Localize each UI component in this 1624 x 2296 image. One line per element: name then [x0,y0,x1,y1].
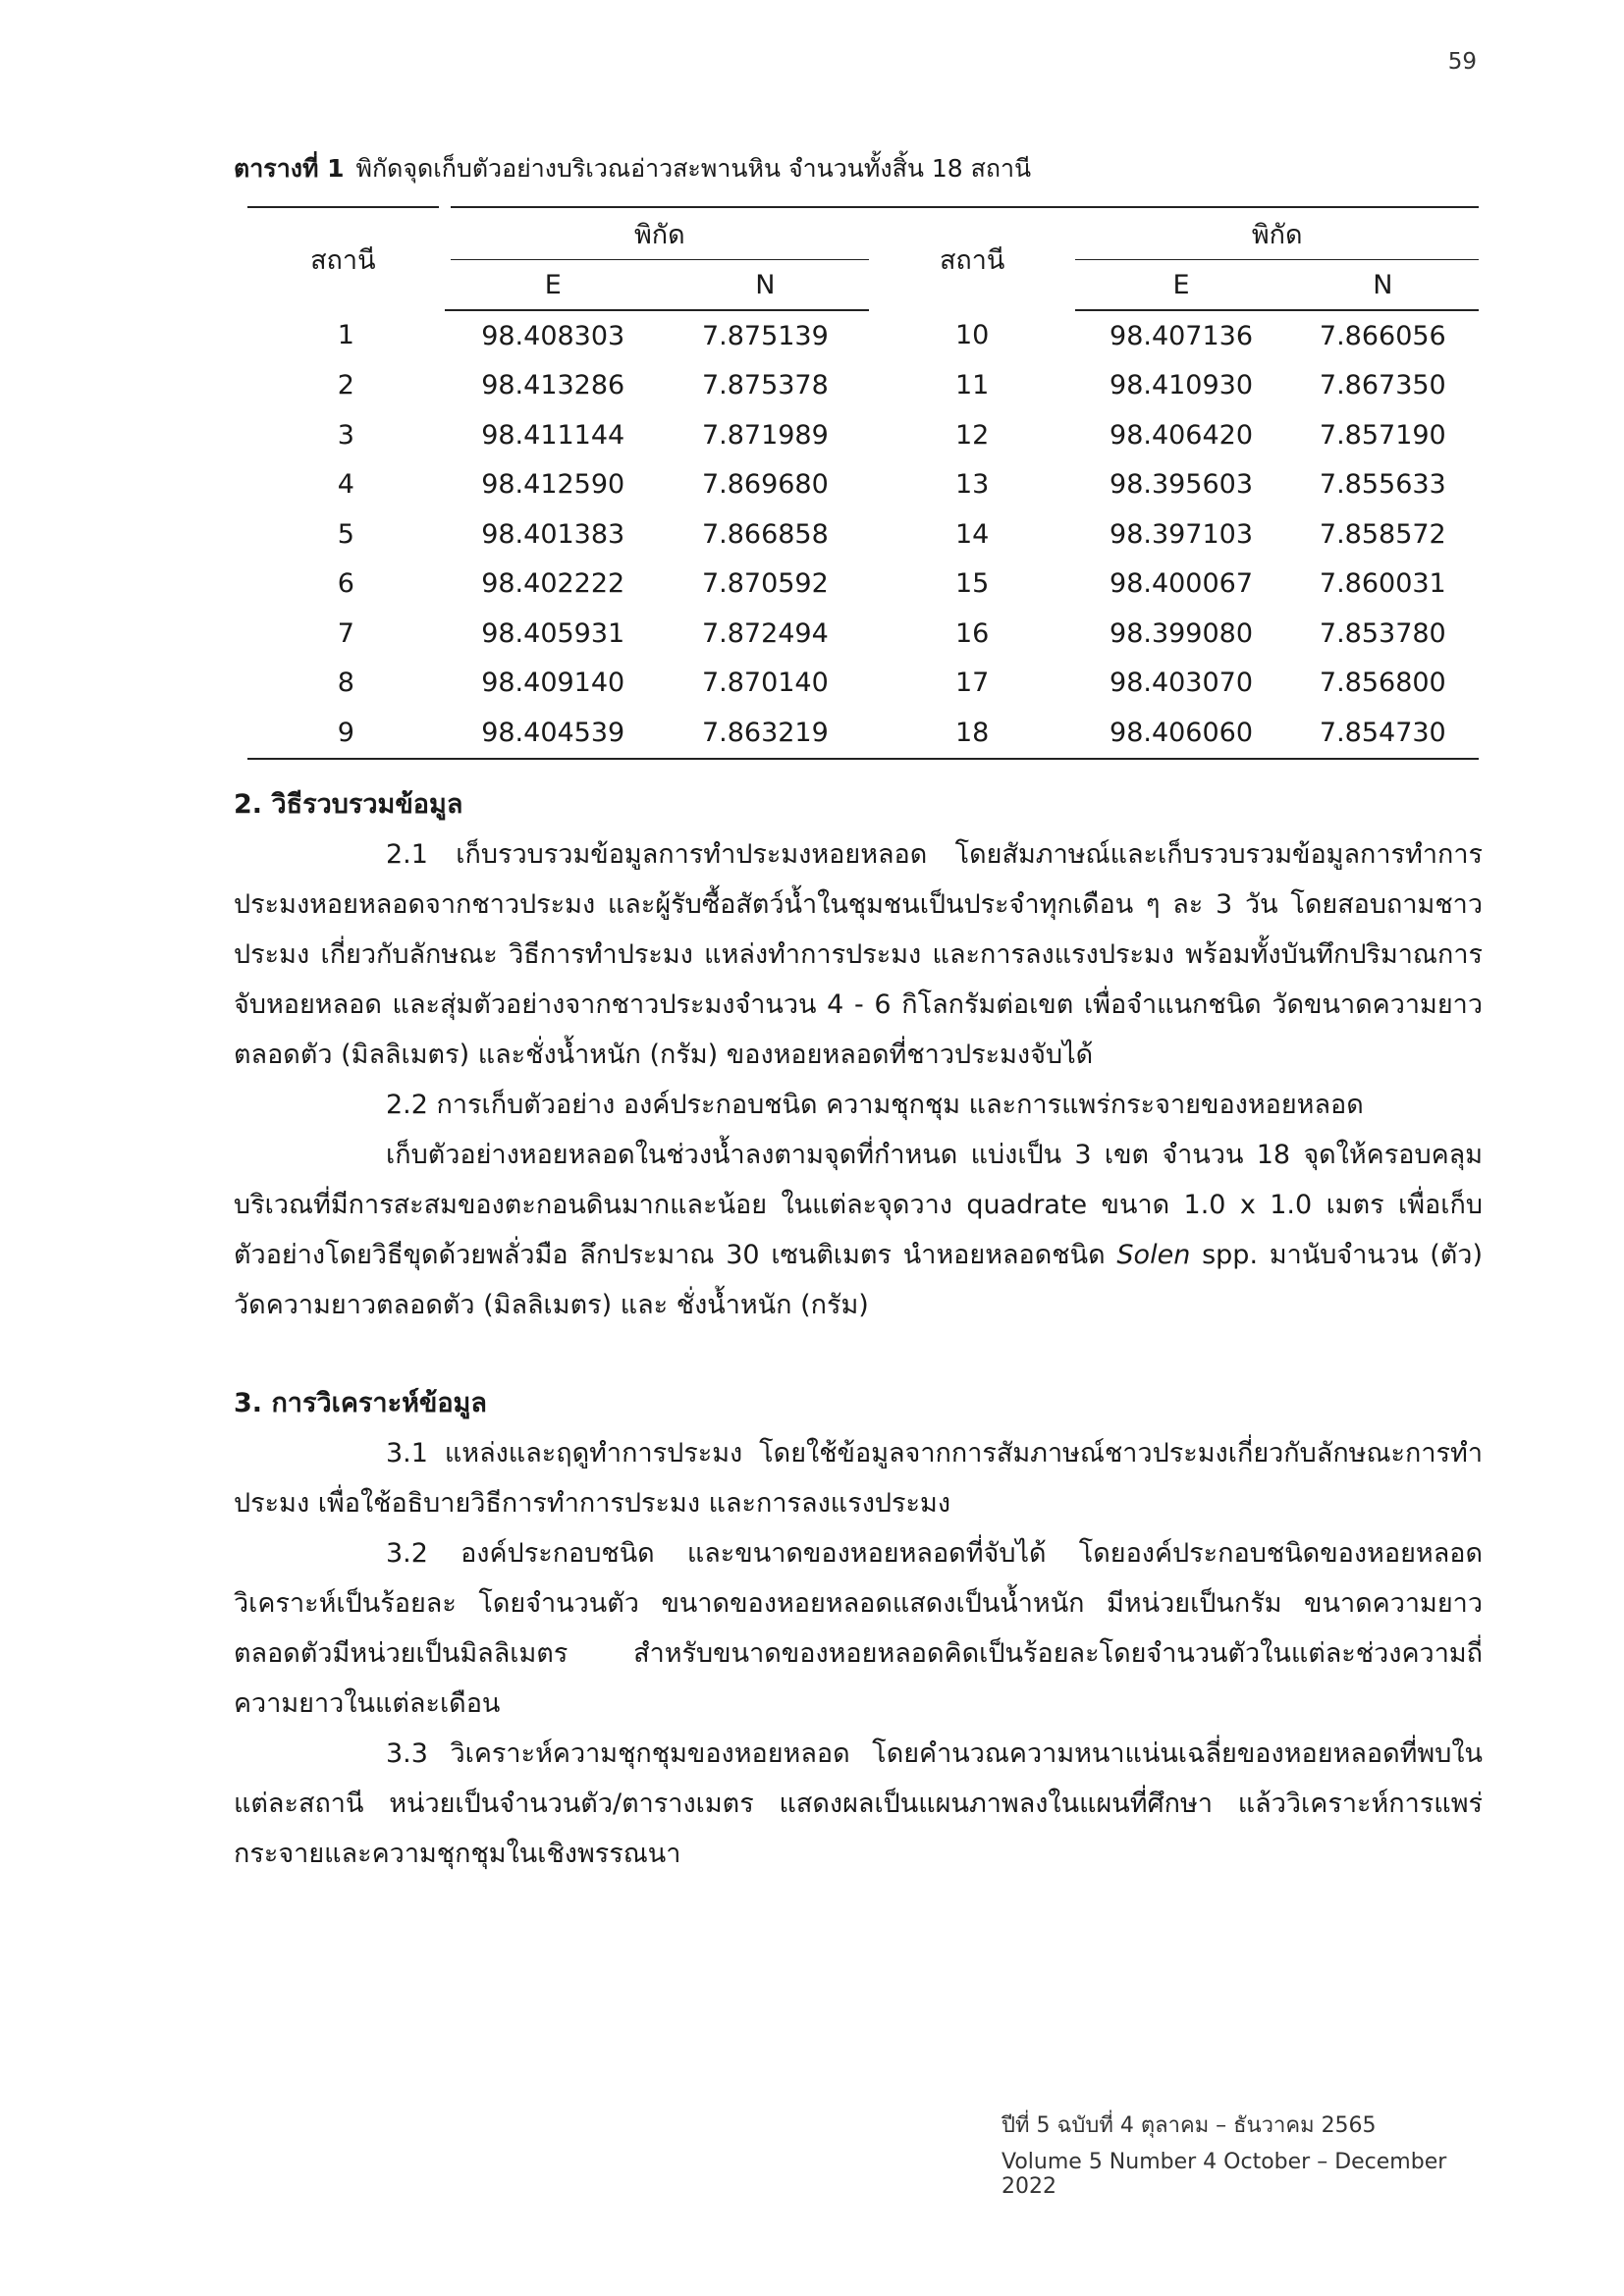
e-cell: 98.410930 [1110,370,1254,401]
table-row [247,460,1479,510]
e-cell: 98.403070 [1110,667,1254,699]
station-cell: 8 [337,667,354,699]
n-cell: 7.875139 [701,320,829,351]
header-n-right: N [1287,260,1479,311]
station-cell: 12 [954,419,990,451]
footer-issue-thai: ปีที่ 5 ฉบับที่ 4 ตุลาคม – ธันวาคม 2565 [1001,2113,1377,2138]
e-cell: 98.408303 [481,320,625,351]
paragraph-2-2-body [234,1130,1483,1330]
paragraph-3-2: 3.2 องค์ประกอบชนิด และขนาดของหอยหลอดที่จับได้ โดยองค์ประกอบชนิดของหอยหลอดวิเคราะห์เป็นร้อยละ โดยจำนวนตัว ขนาดของหอยหลอดแสดงเป็นน้ำหนัก มีหน่วยเป็นกรัม ขนาดความยาวตลอดตัวมีหน่วยเป็นมิลลิเมตร สำหรับขนาดของหอยหลอดคิดเป็นร้อยละโดยจำนวนตัวในแต่ละช่วงความถี่ความยาวในแต่ละเดือน [234,1538,1483,1719]
e-cell: 98.413286 [481,370,625,401]
e-cell: 98.399080 [1110,617,1254,649]
section-data-collection [234,779,1483,1330]
e-cell: 98.397103 [1110,518,1254,550]
e-cell: 98.409140 [481,667,625,699]
n-cell: 7.869680 [701,469,829,501]
e-cell: 98.412590 [481,469,625,501]
table-caption [234,149,1031,188]
station-cell: 13 [954,469,990,501]
n-cell: 7.867350 [1319,370,1446,401]
table-row [247,659,1479,709]
n-cell: 7.870140 [701,667,829,699]
header-coordinates-right: พิกัด [1075,207,1479,260]
header-coordinates-left: พิกัด [445,207,869,260]
station-cell: 5 [337,518,354,550]
paragraph-3-1: 3.1 แหล่งและฤดูทำการประมง โดยใช้ข้อมูลจากการสัมภาษณ์ชาวประมงเกี่ยวกับลักษณะการทำประมง เพื่อใช้อธิบายวิธีการทำการประมง และการลงแรงประมง [234,1438,1483,1519]
e-cell: 98.400067 [1110,568,1254,600]
n-cell: 7.856800 [1319,667,1446,699]
table-caption-text: พิกัดจุดเก็บตัวอย่างบริเวณอ่าวสะพานหิน จำนวนทั้งสิ้น 18 สถานี [355,154,1032,183]
header-station-left: สถานี [247,207,445,310]
station-cell: 1 [337,320,354,351]
section-3-title: 3. การวิเคราะห์ข้อมูล [234,1388,487,1418]
paragraph-2-2-body-end: spp. มานับจำนวน (ตัว) วัดความยาวตลอดตัว (มิลลิเมตร) และ ชั่งน้ำหนัก (กรัม) [234,1240,1483,1320]
n-cell: 7.872494 [701,617,829,649]
page-number: 59 [1447,49,1477,75]
header-e-left: E [445,260,662,311]
station-cell: 4 [337,469,354,501]
e-cell: 98.395603 [1110,469,1254,501]
table-row [247,560,1479,610]
e-cell: 98.407136 [1110,320,1254,351]
n-cell: 7.853780 [1319,617,1446,649]
paragraph-2-2: 2.2 การเก็บตัวอย่าง องค์ประกอบชนิด ความชุกชุม และการแพร่กระจายของหอยหลอด [386,1090,1364,1120]
section-2-title: 2. วิธีรวบรวมข้อมูล [234,789,463,820]
coordinates-table [247,206,1479,760]
paragraph-2-2-body-start: เก็บตัวอย่างหอยหลอดในช่วงน้ำลงตามจุดที่กำหนด แบ่งเป็น 3 เขต จำนวน 18 จุดให้ครอบคลุมบริเวณที่มีการสะสมของตะกอนดินมากและน้อย ในแต่ละจุดวาง quadrate ขนาด 1.0 x 1.0 เมตร เพื่อเก็บตัวอย่างโดยวิธีขุดด้วยพลั่วมือ ลึกประมาณ 30 เซนติเมตร นำหอยหลอดชนิด [234,1140,1483,1270]
station-cell: 6 [337,568,354,600]
n-cell: 7.855633 [1319,469,1446,501]
table-header-row [247,207,1479,260]
header-e-right: E [1075,260,1286,311]
species-name: Solen [1116,1240,1191,1270]
e-cell: 98.411144 [481,419,625,451]
n-cell: 7.870592 [701,568,829,600]
table-row [247,708,1479,759]
table-row [247,609,1479,659]
station-cell: 17 [954,667,990,699]
table-row [247,310,1479,361]
footer-issue-english: Volume 5 Number 4 October – December 2022 [1001,2150,1447,2199]
n-cell: 7.860031 [1319,568,1446,600]
e-cell: 98.406060 [1075,708,1286,759]
n-cell: 7.857190 [1319,419,1446,451]
e-cell: 98.404539 [445,708,662,759]
station-cell: 14 [954,518,990,550]
station-cell: 11 [954,370,990,401]
header-n-left: N [662,260,869,311]
n-cell: 7.866858 [701,518,829,550]
n-cell: 7.858572 [1319,518,1446,550]
section-data-analysis [234,1378,1483,1879]
n-cell: 7.871989 [701,419,829,451]
e-cell: 98.406420 [1110,419,1254,451]
station-cell: 9 [247,708,445,759]
station-cell: 3 [337,419,354,451]
station-cell: 10 [954,320,990,351]
station-cell: 16 [954,617,990,649]
n-cell: 7.866056 [1319,320,1446,351]
station-cell: 18 [869,708,1075,759]
header-station-right: สถานี [869,207,1075,310]
n-cell: 7.854730 [1287,708,1479,759]
e-cell: 98.401383 [481,518,625,550]
table-caption-label: ตารางที่ 1 [234,154,345,183]
e-cell: 98.405931 [481,617,625,649]
table-row [247,410,1479,460]
n-cell: 7.875378 [701,370,829,401]
paragraph-3-3: 3.3 วิเคราะห์ความชุกชุมของหอยหลอด โดยคำนวณความหนาแน่นเฉลี่ยของหอยหลอดที่พบในแต่ละสถานี หน่วยเป็นจำนวนตัว/ตารางเมตร แสดงผลเป็นแผนภาพลงในแผนที่ศึกษา แล้ววิเคราะห์การแพร่กระจายและความชุกชุมในเชิงพรรณนา [234,1738,1483,1869]
station-cell: 2 [337,370,354,401]
table-row [247,509,1479,560]
table-row [247,361,1479,411]
paragraph-2-1: 2.1 เก็บรวบรวมข้อมูลการทำประมงหอยหลอด โดยสัมภาษณ์และเก็บรวบรวมข้อมูลการทำการประมงหอยหลอดจากชาวประมง และผู้รับซื้อสัตว์น้ำในชุมชนเป็นประจำทุกเดือน ๆ ละ 3 วัน โดยสอบถามชาวประมง เกี่ยวกับลักษณะ วิธีการทำประมง แหล่งทำการประมง และการลงแรงประมง พร้อมทั้งบันทึกปริมาณการจับหอยหลอด และสุ่มตัวอย่างจากชาวประมงจำนวน 4 - 6 กิโลกรัมต่อเขต เพื่อจำแนกชนิด วัดขนาดความยาวตลอดตัว (มิลลิเมตร) และชั่งน้ำหนัก (กรัม) ของหอยหลอดที่ชาวประมงจับได้ [234,839,1483,1070]
station-cell: 7 [337,617,354,649]
e-cell: 98.402222 [481,568,625,600]
n-cell: 7.863219 [662,708,869,759]
station-cell: 15 [954,568,990,600]
